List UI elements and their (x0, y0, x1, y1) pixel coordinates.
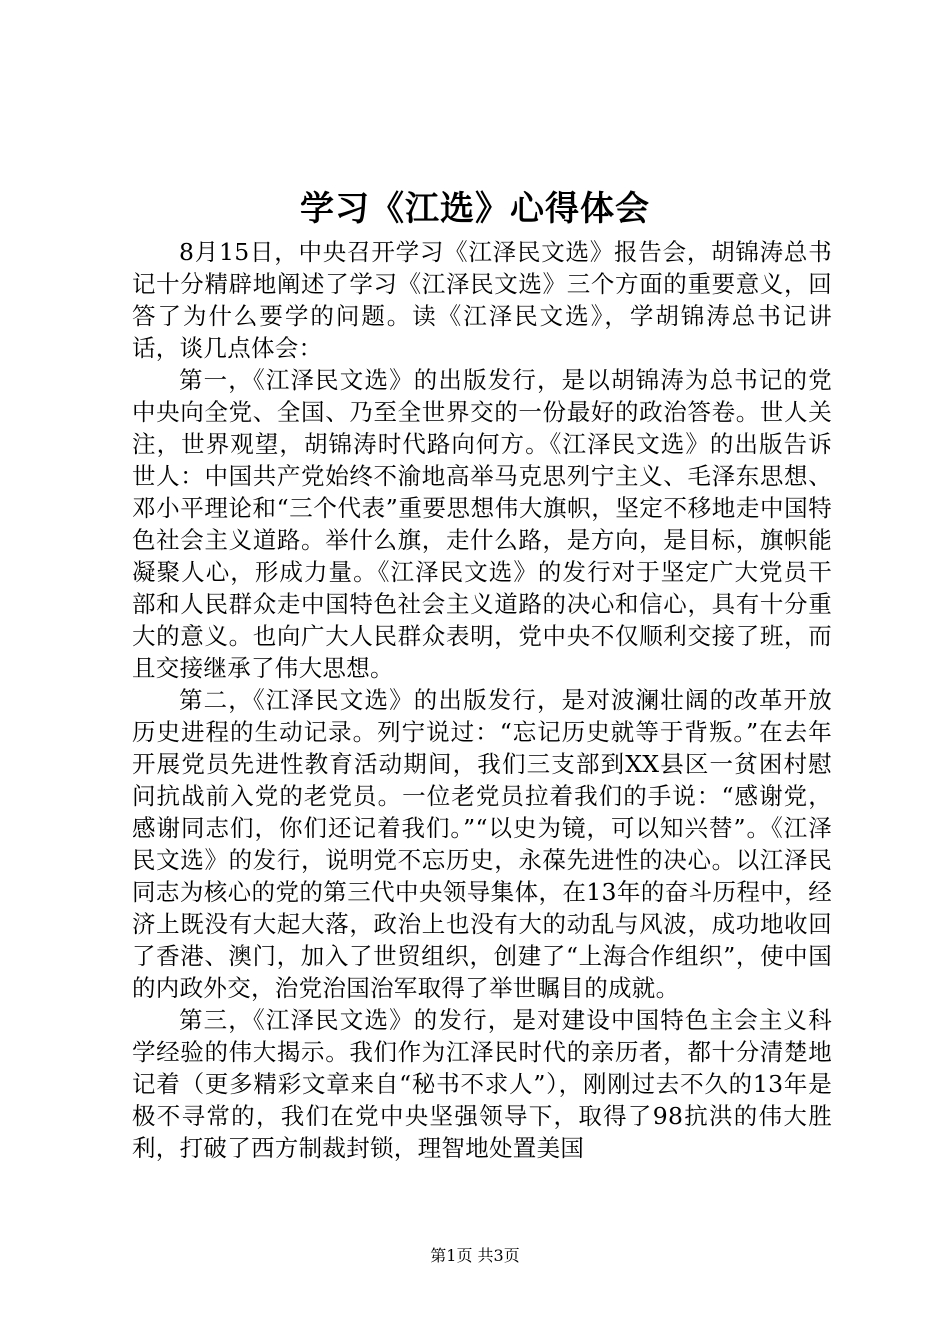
paragraph-third-point: 第三，《江泽民文选》的发行，是对建设中国特色主会主义科学经验的伟大揭示。我们作为江泽民时代的亲历者，都十分清楚地记着（更多精彩文章来自“秘书不求人”），刚刚过去不久的13年是极不寻常的，我们在党中央坚强领导下，取得了98抗洪的伟大胜利，打破了西方制裁封锁，理智地处置美国 (132, 1006, 832, 1162)
page-footer: 第1页 共3页 (430, 1246, 520, 1265)
document-body (132, 236, 832, 1164)
document-title: 学习《江选》心得体会 (300, 189, 650, 229)
paragraph-second-point: 第二，《江泽民文选》的出版发行，是对波澜壮阔的改革开放历史进程的生动记录。列宁说过：“忘记历史就等于背叛。”在去年开展党员先进性教育活动期间，我们三支部到XX县区一贫困村慰问抗战前入党的老党员。一位老党员拉着我们的手说：“感谢党，感谢同志们，你们还记着我们。”“以史为镜，可以知兴替”。《江泽民文选》的发行，说明党不忘历史，永葆先进性的决心。以江泽民同志为核心的党的第三代中央领导集体，在13年的奋斗历程中，经济上既没有大起大落，政治上也没有大的动乱与风波，成功地收回了香港、澳门，加入了世贸组织，创建了“上海合作组织”，使中国的内政外交，治党治国治军取得了举世瞩目的成就。 (132, 686, 832, 1002)
paragraph-intro: 8月15日，中央召开学习《江泽民文选》报告会，胡锦涛总书记十分精辟地阐述了学习《江泽民文选》三个方面的重要意义，回答了为什么要学的问题。读《江泽民文选》，学胡锦涛总书记讲话，谈几点体会： (132, 238, 832, 362)
paragraph-first-point: 第一，《江泽民文选》的出版发行，是以胡锦涛为总书记的党中央向全党、全国、乃至全世界交的一份最好的政治答卷。世人关注，世界观望，胡锦涛时代路向何方。《江泽民文选》的出版告诉世人：中国共产党始终不渝地高举马克思列宁主义、毛泽东思想、邓小平理论和“三个代表”重要思想伟大旗帜，坚定不移地走中国特色社会主义道路。举什么旗，走什么路，是方向，是目标，旗帜能凝聚人心，形成力量。《江泽民文选》的发行对于坚定广大党员干部和人民群众走中国特色社会主义道路的决心和信心，具有十分重大的意义。也向广大人民群众表明，党中央不仅顺利交接了班，而且交接继承了伟大思想。 (132, 366, 832, 682)
